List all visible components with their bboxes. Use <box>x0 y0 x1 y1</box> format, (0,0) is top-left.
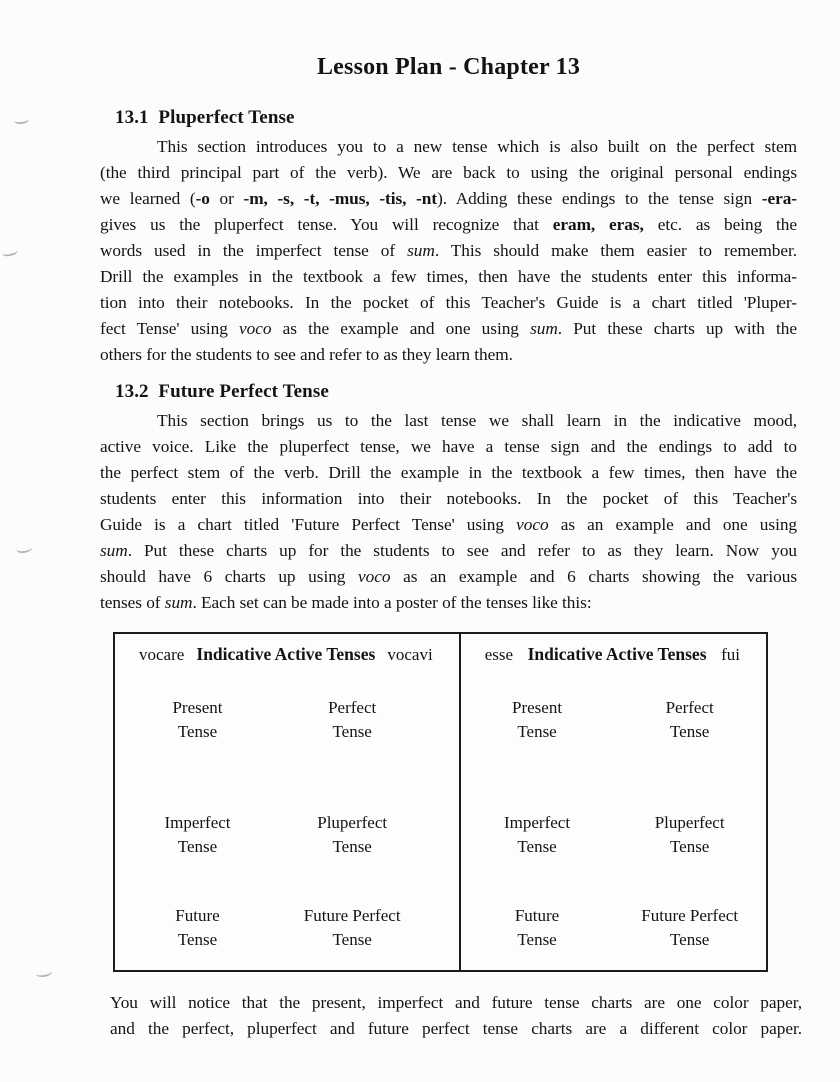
tense-name: Imperfect <box>164 813 231 832</box>
tense-name: Perfect <box>665 698 714 717</box>
scan-artifact <box>35 967 52 979</box>
tense-name: Pluperfect <box>654 813 725 832</box>
tense-name: Future Perfect <box>303 906 401 925</box>
sum-panel <box>459 634 766 970</box>
tense-name: Perfect <box>328 698 377 717</box>
tense-word: Tense <box>177 930 218 949</box>
tense-cell <box>461 696 614 744</box>
tense-cell <box>461 904 614 952</box>
tense-cell <box>613 696 766 744</box>
tense-cell <box>613 811 766 859</box>
infinitive-label: esse <box>484 645 514 664</box>
voco-row-imperfect-pluperfect <box>115 811 459 859</box>
voco-panel-header <box>115 634 459 665</box>
tense-word: Tense <box>517 722 557 741</box>
section-13-1-paragraph: This section introduces you to a new tense which is also built on the perfect stem (the third principal part of the verb). We are back to using the original personal endings we learned (-o or -m, -s, -t, -mus, -tis, -nt). Adding these endings to the tense sign -era- gives us the pluperfect tense. You will recognize that eram, eras, etc. as being the words used in the imperfect tense of sum. This should make them easier to remember. Drill the examples in the textbook a few times, then have the students enter this informa- tion into their notebooks. In the pocket of this Teacher's Guide is a chart titled 'Pluper- fect Tense' using voco as the example and one using sum. Put these charts up with the others for the students to see and refer to as they learn them. <box>100 137 797 364</box>
tense-word: Tense <box>332 722 372 741</box>
infinitive-label: vocare <box>139 645 185 664</box>
panel-title: Indicative Active Tenses <box>527 644 707 664</box>
tense-word: Tense <box>669 837 710 856</box>
tense-name: Present <box>512 698 563 717</box>
tense-name: Present <box>172 698 223 717</box>
tense-cell <box>613 904 766 952</box>
perfect-form-label: vocavi <box>387 645 433 664</box>
tense-poster-diagram <box>113 632 768 972</box>
tense-cell <box>280 696 424 744</box>
document-page <box>100 0 802 1042</box>
tense-cell <box>280 904 424 952</box>
tense-name: Imperfect <box>503 813 571 832</box>
tense-cell <box>461 811 614 859</box>
tense-name: Future Perfect <box>641 906 739 925</box>
scan-artifact <box>1 246 18 257</box>
scan-artifact <box>15 543 32 554</box>
tense-word: Tense <box>177 722 218 741</box>
tense-word: Tense <box>669 722 710 741</box>
tense-cell <box>115 696 280 744</box>
sum-panel-header <box>461 634 766 665</box>
tense-word: Tense <box>669 930 710 949</box>
tense-name: Pluperfect <box>317 813 388 832</box>
section-13-2-paragraph: This section brings us to the last tense we shall learn in the indicative mood, active voice. Like the pluperfect tense, we have a tense sign and the endings to add to the perfect stem of the verb. Drill the example in the textbook a few times, then have the students enter this information into their notebooks. In the pocket of this Teacher's Guide is a chart titled 'Future Perfect Tense' using voco as an example and one using sum. Put these charts up for the students to see and refer to as they learn. Now you should have 6 charts up using voco as an example and 6 charts showing the various tenses of sum. Each set can be made into a poster of the tenses like this: <box>100 411 797 612</box>
tense-word: Tense <box>332 837 372 856</box>
voco-row-future-futureperfect <box>115 904 459 952</box>
tense-cell <box>115 811 280 859</box>
perfect-form-label: fui <box>721 645 740 664</box>
section-heading-13-1 <box>115 107 797 129</box>
section-title: Future Perfect Tense <box>158 381 329 402</box>
tense-cell <box>280 811 424 859</box>
voco-row-present-perfect <box>115 696 459 744</box>
sum-row-future-futureperfect <box>461 904 766 952</box>
closing-paragraph: You will notice that the present, imperfect and future tense charts are one color paper, and the perfect, pluperfect and future perfect tense charts are a different color paper. <box>110 993 802 1038</box>
section-heading-13-2 <box>115 381 797 403</box>
section-number: 13.2 <box>115 381 149 402</box>
scan-artifact <box>14 115 30 125</box>
tense-word: Tense <box>517 930 557 949</box>
tense-word: Tense <box>177 837 218 856</box>
voco-panel <box>115 634 459 970</box>
tense-name: Future <box>175 906 220 925</box>
sum-row-imperfect-pluperfect <box>461 811 766 859</box>
page-title: Lesson Plan - Chapter 13 <box>316 54 581 80</box>
tense-word: Tense <box>332 930 372 949</box>
section-number: 13.1 <box>115 107 149 128</box>
section-title: Pluperfect Tense <box>158 107 295 128</box>
tense-name: Future <box>514 906 560 925</box>
sum-row-present-perfect <box>461 696 766 744</box>
tense-word: Tense <box>517 837 557 856</box>
panel-title: Indicative Active Tenses <box>196 644 376 664</box>
tense-cell <box>115 904 280 952</box>
